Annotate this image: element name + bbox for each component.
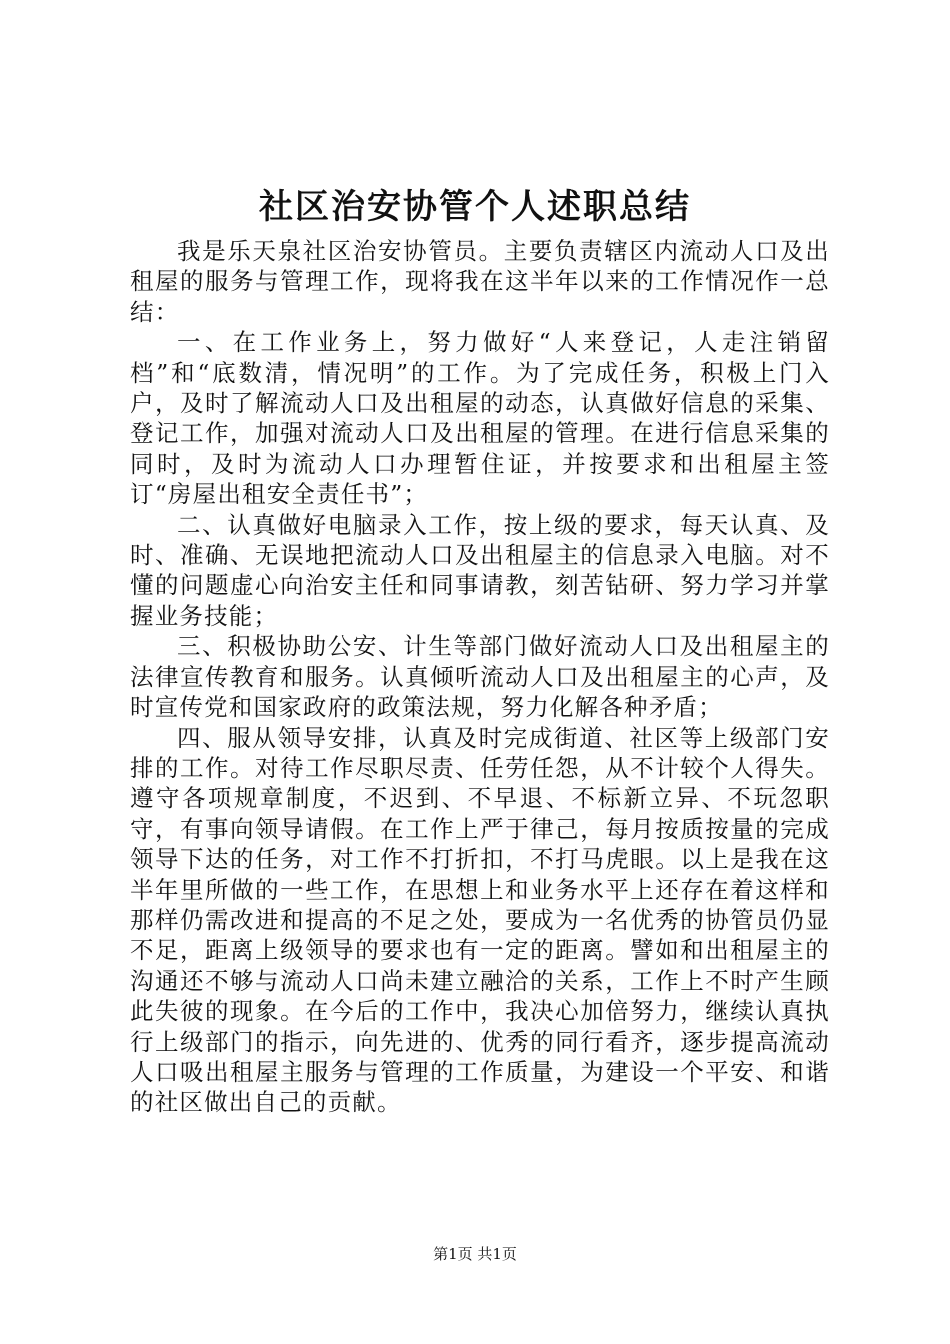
document-body (130, 236, 830, 1118)
paragraph-item-1: 一、在工作业务上，努力做好“人来登记，人走注销留档”和“底数清，情况明”的工作。为了完成任务，积极上门入户，及时了解流动人口及出租屋的动态，认真做好信息的采集、登记工作，加强对流动人口及出租屋的管理。在进行信息采集的同时，及时为流动人口办理暂住证，并按要求和出租屋主签订“房屋出租安全责任书”； (130, 328, 830, 509)
paragraph-item-4: 四、服从领导安排，认真及时完成街道、社区等上级部门安排的工作。对待工作尽职尽责、任劳任怨，从不计较个人得失。遵守各项规章制度，不迟到、不早退、不标新立异、不玩忽职守，有事向领导请假。在工作上严于律己，每月按质按量的完成领导下达的任务，对工作不打折扣，不打马虎眼。以上是我在这半年里所做的一些工作，在思想上和业务水平上还存在着这样和那样仍需改进和提高的不足之处，要成为一名优秀的协管员仍显不足，距离上级领导的要求也有一定的距离。譬如和出租屋主的沟通还不够与流动人口尚未建立融洽的关系，工作上不时产生顾此失彼的现象。在今后的工作中，我决心加倍努力，继续认真执行上级部门的指示，向先进的、优秀的同行看齐，逐步提高流动人口吸出租屋主服务与管理的工作质量，为建设一个平安、和谐的社区做出自己的贡献。 (130, 723, 830, 1117)
paragraph-intro: 我是乐天泉社区治安协管员。主要负责辖区内流动人口及出租屋的服务与管理工作，现将我在这半年以来的工作情况作一总结： (130, 237, 830, 326)
paragraph-item-2: 二、认真做好电脑录入工作，按上级的要求，每天认真、及时、准确、无误地把流动人口及出租屋主的信息录入电脑。对不懂的问题虚心向治安主任和同事请教，刻苦钻研、努力学习并掌握业务技能； (130, 510, 830, 630)
document-title: 社区治安协管个人述职总结 (259, 187, 691, 227)
paragraph-item-3: 三、积极协助公安、计生等部门做好流动人口及出租屋主的法律宣传教育和服务。认真倾听流动人口及出租屋主的心声，及时宣传党和国家政府的政策法规，努力化解各种矛盾； (130, 632, 830, 722)
page-footer: 第1页 共1页 (433, 1245, 517, 1263)
